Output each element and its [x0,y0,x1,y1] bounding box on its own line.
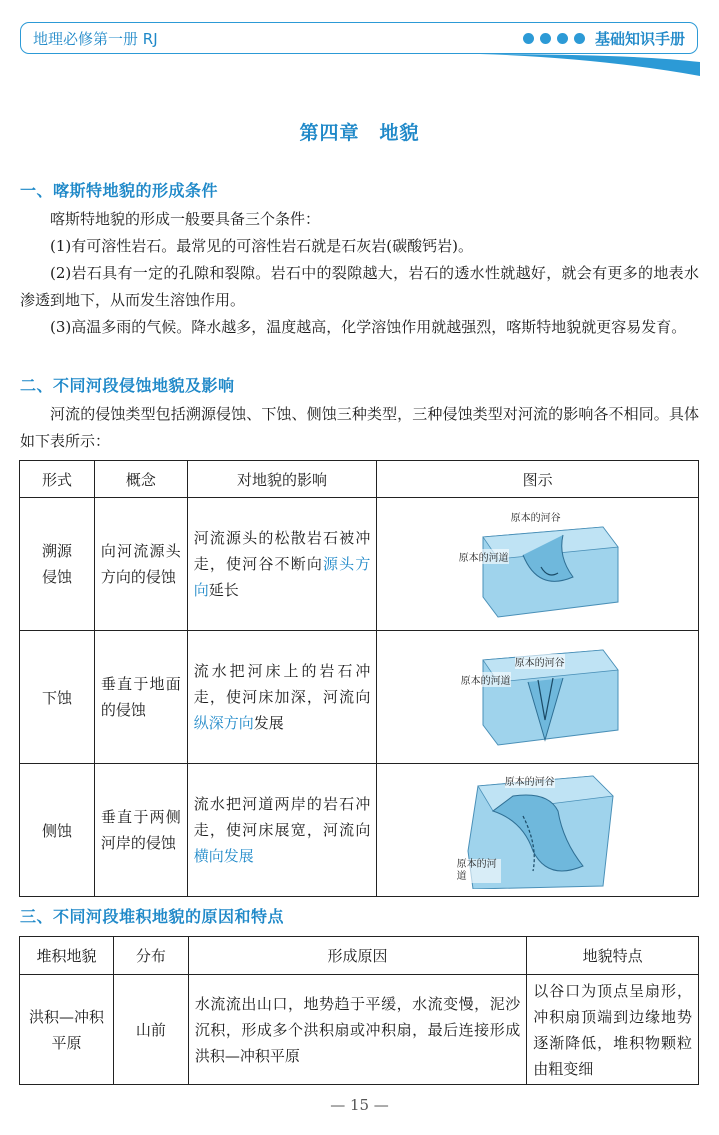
col-header-cause: 形成原因 [188,937,526,975]
label-original-valley: 原本的河谷 [505,773,555,788]
effect-cell: 流水把河道两岸的岩石冲走，使河床展宽，河流向横向发展 [193,795,371,865]
lateral-erosion-diagram [453,771,623,889]
col-header-diagram: 图示 [377,461,699,498]
erosion-table [19,460,699,897]
deposition-table [19,936,699,1085]
section-1-para-2: (1)有可溶性岩石。最常见的可溶性岩石就是石灰岩(碳酸钙岩)。 [50,237,473,255]
effect-cell: 流水把河床上的岩石冲走，使河床加深，河流向纵深方向发展 [193,662,371,732]
handbook-label [523,28,685,49]
effect-highlight: 横向发展 [193,847,254,865]
downcutting-diagram [453,640,623,755]
section-1-title: 一、喀斯特地貌的形成条件 [20,181,219,200]
section-2-title: 二、不同河段侵蚀地貌及影响 [20,376,235,395]
table-row [20,764,699,897]
col-header-landform: 堆积地貌 [20,937,114,975]
table-row [20,631,699,764]
section-1-para-4: (3)高温多雨的气候。降水越多，温度越高，化学溶蚀作用就越强烈，喀斯特地貌就更容易发育。 [50,318,687,336]
label-original-channel: 原本的河道 [457,859,501,883]
effect-highlight: 源头方向 [193,555,371,599]
concept-cell: 向河流源头方向的侵蚀 [100,542,181,586]
col-header-form: 形式 [20,461,95,498]
col-header-concept: 概念 [94,461,187,498]
col-header-feature: 地貌特点 [527,937,699,975]
concept-cell: 垂直于两侧河岸的侵蚀 [100,808,181,852]
landform-cell: 洪积—冲积平原 [28,1007,104,1052]
form-cell: 下蚀 [41,688,72,707]
form-cell: 溯源侵蚀 [41,542,72,586]
table-header-row [20,937,699,975]
section-3-title: 三、不同河段堆积地貌的原因和特点 [20,907,285,926]
effect-cell: 河流源头的松散岩石被冲走，使河谷不断向源头方向延长 [193,529,371,599]
header-swoosh-decoration [480,50,700,76]
label-original-channel: 原本的河道 [461,672,511,687]
label-original-valley: 原本的河谷 [515,654,565,669]
form-cell: 侧蚀 [41,821,72,840]
dots-decoration [523,33,585,44]
book-title: 地理必修第一册 RJ [33,30,158,48]
label-original-valley: 原本的河谷 [511,509,561,524]
table-row [20,975,699,1085]
table-row [20,498,699,631]
headward-erosion-diagram [453,507,623,622]
location-cell: 山前 [113,975,188,1085]
feature-cell: 以谷口为顶点呈扇形，冲积扇顶端到边缘地势逐渐降低，堆积物颗粒由粗变细 [533,981,692,1078]
col-header-effect: 对地貌的影响 [187,461,377,498]
concept-cell: 垂直于地面的侵蚀 [100,675,181,719]
section-2-para: 河流的侵蚀类型包括溯源侵蚀、下蚀、侧蚀三种类型，三种侵蚀类型对河流的影响各不相同。具体如下表所示： [20,405,699,450]
effect-highlight: 纵深方向 [193,714,254,732]
page-number: — 15 — [330,1096,389,1114]
cause-cell: 水流流出山口，地势趋于平缓，水流变慢，泥沙沉积，形成多个洪积扇或冲积扇，最后连接形成洪积—冲积平原 [194,994,521,1065]
col-header-location: 分布 [113,937,188,975]
section-1-para-3: (2)岩石具有一定的孔隙和裂隙。岩石中的裂隙越大，岩石的透水性就越好，就会有更多的地表水渗透到地下，从而发生溶蚀作用。 [20,264,699,309]
section-1-para-1: 喀斯特地貌的形成一般要具备三个条件： [50,210,321,228]
handbook-title: 基础知识手册 [594,30,685,48]
chapter-title: 第四章 地貌 [299,122,420,144]
table-header-row [20,461,699,498]
label-original-channel: 原本的河道 [459,549,509,564]
